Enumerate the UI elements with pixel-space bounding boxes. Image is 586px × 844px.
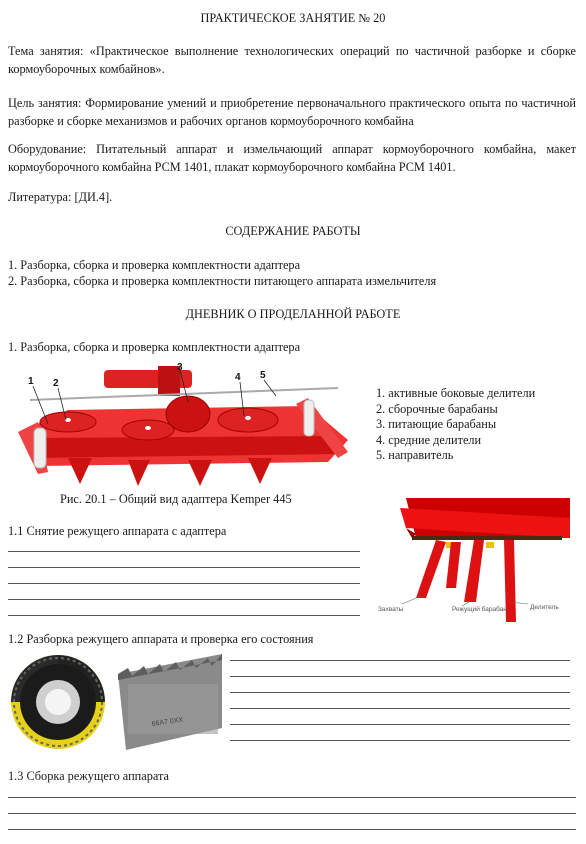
answer-line [230,692,570,693]
legend-item-5: 5. направитель [376,448,454,462]
figure-legend [376,386,535,464]
answer-line [8,797,576,798]
literature-line: Литература: [ДИ.4]. [8,190,113,204]
diary-item-1: 1. Разборка, сборка и проверка комплектности адаптера [8,340,301,354]
answer-line [8,829,576,830]
equipment-paragraph: Оборудование: Питательный аппарат и измельчающий аппарат кормоуборочного комбайна, макет кормоуборочного комбайна РСМ 1401, плакат кормоуборочного комбайна РСМ 1401. [8,142,576,174]
answer-line [230,708,570,709]
section-1-2-title: 1.2 Разборка режущего аппарата и проверка его состояния [8,632,314,646]
answer-line [8,583,360,584]
legend-item-2: 2. сборочные барабаны [376,401,498,416]
blade-image [118,654,222,750]
legend-item-3: 3. питающие барабаны [376,417,497,431]
answer-line [8,599,360,600]
cutting-drum-photo [376,498,570,628]
legend-item-1: 1. активные боковые делители [376,386,536,400]
page-title: ПРАКТИЧЕСКОЕ ЗАНЯТИЕ № 20 [200,11,386,25]
diary-heading: ДНЕВНИК О ПРОДЕЛАННОЙ РАБОТЕ [185,307,401,321]
answer-line [230,676,570,677]
callout-5: 5 [260,370,266,381]
callout-3: 3 [177,362,183,373]
answer-line [8,813,576,814]
content-item-1: 1. Разборка, сборка и проверка комплектности адаптера [8,258,301,272]
answer-line [230,660,570,661]
content-heading: СОДЕРЖАНИЕ РАБОТЫ [225,224,361,238]
answer-line [8,567,360,568]
cutting-disc-image [8,652,108,752]
answer-line [8,551,360,552]
legend-item-4: 4. средние делители [376,432,482,447]
goal-paragraph: Цель занятия: Формирование умений и приобретение первоначального практического опыта по частичной разборке и сборке механизмов и рабочих органов кормоуборочного комбайна [8,96,576,128]
answer-line [230,724,570,725]
answer-line [8,615,360,616]
section-1-1-title: 1.1 Снятие режущего аппарата с адаптера [8,524,227,538]
callout-2: 2 [53,378,59,389]
photo-label-cutting-drum: Режущий барабан [452,606,507,613]
photo-label-divider: Делитель [530,604,559,611]
photo-label-grabbers: Захваты [378,606,404,613]
topic-paragraph: Тема занятия: «Практическое выполнение технологических операций по частичной разборке и сборке кормоуборочных комбайнов». [8,44,576,76]
blade-marking: 66A7 0XX [151,716,184,728]
section-1-3-title: 1.3 Сборка режущего аппарата [8,769,169,783]
callout-1: 1 [28,376,34,387]
adapter-illustration [8,362,358,490]
answer-line [230,740,570,741]
figure-caption: Рис. 20.1 – Общий вид адаптера Kemper 445 [60,492,292,506]
callout-4: 4 [235,372,241,383]
content-item-2: 2. Разборка, сборка и проверка комплектности питающего аппарата измельчителя [8,274,437,288]
